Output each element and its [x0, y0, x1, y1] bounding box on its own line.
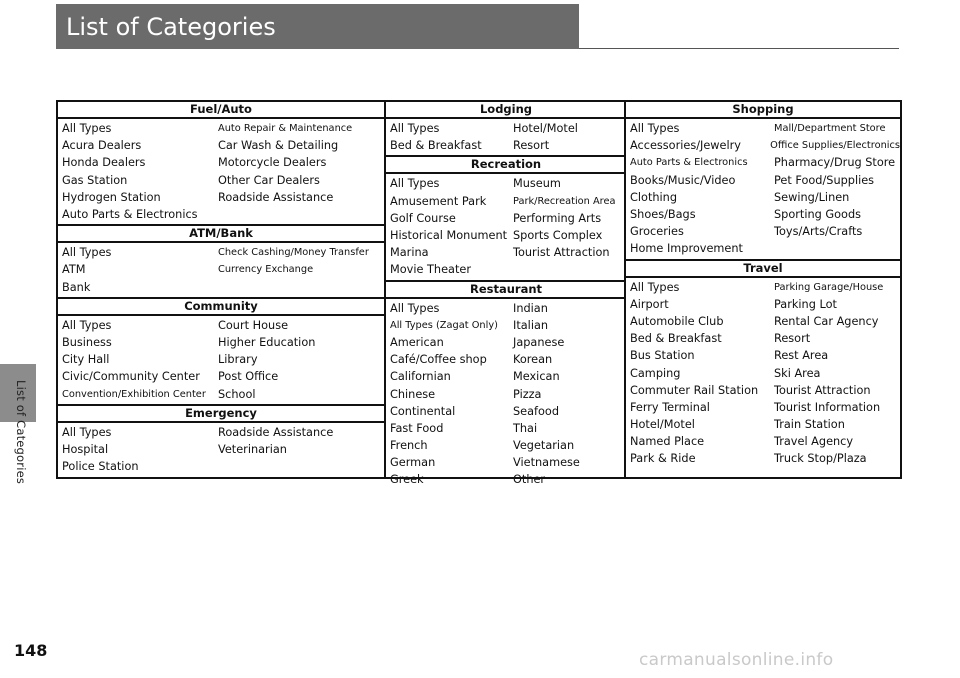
category-item: ATM: [62, 263, 86, 277]
section-items: [386, 174, 626, 279]
category-table: [56, 100, 902, 487]
section-items: [626, 119, 900, 259]
section-header: Restaurant: [386, 280, 626, 299]
category-row: [630, 240, 900, 257]
section-emergency: [58, 404, 384, 477]
category-item: Tourist Attraction: [774, 383, 871, 397]
watermark: carmanualsonline.info: [639, 650, 834, 670]
category-row: [390, 210, 626, 227]
section-items: [58, 316, 384, 404]
section-header: ATM/Bank: [58, 224, 384, 243]
section-travel: [626, 259, 900, 469]
category-item: Parking Garage/House: [774, 281, 884, 293]
category-item: Resort: [774, 332, 811, 346]
category-item: Toys/Arts/Crafts: [774, 225, 863, 239]
category-row: [62, 424, 384, 441]
category-item: Hotel/Motel: [513, 122, 578, 136]
category-item: Roadside Assistance: [218, 190, 334, 204]
category-item: Bank: [62, 280, 91, 294]
category-item: Other: [513, 473, 546, 487]
category-item: Pharmacy/Drug Store: [774, 156, 896, 170]
category-row: [62, 172, 384, 189]
category-item: Auto Parts & Electronics: [62, 208, 198, 222]
category-row: [62, 351, 384, 368]
category-item: Movie Theater: [390, 263, 471, 277]
category-row: [630, 120, 900, 137]
category-item: German: [390, 456, 436, 470]
category-row: [630, 137, 900, 154]
category-row: [390, 137, 626, 154]
category-item: All Types: [390, 301, 440, 315]
category-row: [630, 450, 900, 467]
category-row: [390, 368, 626, 385]
category-row: [62, 120, 384, 137]
column-right: [624, 102, 900, 477]
category-item: All Types: [630, 280, 680, 294]
category-row: [630, 416, 900, 433]
category-item: Rental Car Agency: [774, 314, 879, 328]
section-header: Lodging: [386, 102, 626, 119]
category-item: All Types: [62, 318, 112, 332]
category-item: Café/Coffee shop: [390, 353, 487, 367]
category-row: [62, 244, 384, 261]
category-row: [390, 385, 626, 402]
category-row: [630, 330, 900, 347]
category-item: Accessories/Jewelry: [630, 139, 741, 153]
category-item: Sewing/Linen: [774, 190, 850, 204]
category-item: Marina: [390, 246, 429, 260]
category-row: [630, 279, 900, 296]
category-item: Hydrogen Station: [62, 190, 161, 204]
section-items: [386, 299, 626, 490]
category-item: Gas Station: [62, 173, 128, 187]
column-middle: [384, 102, 626, 487]
section-items: [626, 278, 900, 469]
category-row: [62, 137, 384, 154]
section-header: Fuel/Auto: [58, 102, 384, 119]
category-item: Thai: [513, 421, 538, 435]
category-row: [62, 385, 384, 402]
category-item: Shoes/Bags: [630, 208, 696, 222]
category-item: Sporting Goods: [774, 208, 862, 222]
category-item: Higher Education: [218, 335, 316, 349]
section-header: Travel: [626, 259, 900, 278]
category-item: Books/Music/Video: [630, 173, 736, 187]
category-row: [62, 154, 384, 171]
section-recreation: [386, 155, 626, 279]
category-item: American: [390, 335, 444, 349]
category-item: Named Place: [630, 435, 705, 449]
category-item: All Types: [390, 122, 440, 136]
category-row: [390, 261, 626, 278]
category-row: [62, 279, 384, 296]
category-row: [630, 364, 900, 381]
category-item: Groceries: [630, 225, 684, 239]
category-item: Tourist Attraction: [513, 246, 610, 260]
category-item: City Hall: [62, 353, 110, 367]
category-item: Car Wash & Detailing: [218, 139, 339, 153]
category-item: All Types: [62, 122, 112, 136]
category-row: [390, 317, 626, 334]
category-item: Fast Food: [390, 421, 444, 435]
section-items: [386, 119, 626, 155]
category-row: [630, 172, 900, 189]
title-bar: [56, 4, 579, 49]
category-row: [62, 206, 384, 223]
category-row: [62, 441, 384, 458]
title-divider: [579, 48, 899, 49]
section-fuel-auto: [58, 102, 384, 224]
section-header: Emergency: [58, 404, 384, 423]
category-item: All Types: [390, 177, 440, 191]
category-item: Resort: [513, 139, 550, 153]
category-item: Ferry Terminal: [630, 400, 710, 414]
category-item: Business: [62, 335, 112, 349]
category-item: Motorcycle Dealers: [218, 156, 327, 170]
category-item: Performing Arts: [513, 211, 602, 225]
category-item: Japanese: [513, 335, 565, 349]
category-row: [630, 433, 900, 450]
column-left: [58, 102, 384, 477]
section-restaurant: [386, 280, 626, 490]
category-item: Auto Parts & Electronics: [630, 157, 748, 169]
category-row: [630, 313, 900, 330]
category-row: [390, 227, 626, 244]
page-title: List of Categories: [66, 13, 276, 41]
category-row: [630, 189, 900, 206]
category-item: Hospital: [62, 442, 109, 456]
category-row: [62, 334, 384, 351]
category-row: [390, 120, 626, 137]
category-item: Mall/Department Store: [774, 123, 886, 135]
category-item: Museum: [513, 177, 561, 191]
category-item: Pizza: [513, 387, 542, 401]
category-row: [62, 317, 384, 334]
category-row: [630, 399, 900, 416]
category-item: Automobile Club: [630, 314, 724, 328]
category-item: Airport: [630, 297, 669, 311]
category-row: [630, 296, 900, 313]
category-item: Continental: [390, 404, 456, 418]
category-item: Roadside Assistance: [218, 425, 334, 439]
category-item: Currency Exchange: [218, 264, 314, 276]
category-item: Golf Course: [390, 211, 456, 225]
category-item: Italian: [513, 318, 549, 332]
category-item: Acura Dealers: [62, 139, 142, 153]
category-item: Amusement Park: [390, 194, 487, 208]
category-row: [630, 154, 900, 171]
category-item: Post Office: [218, 370, 279, 384]
category-row: [62, 458, 384, 475]
section-items: [58, 119, 384, 224]
category-row: [390, 351, 626, 368]
category-item: School: [218, 387, 256, 401]
category-item: All Types (Zagat Only): [390, 319, 498, 331]
category-row: [390, 300, 626, 317]
category-row: [62, 368, 384, 385]
category-item: Greek: [390, 473, 424, 487]
category-item: Bus Station: [630, 349, 695, 363]
category-item: All Types: [62, 425, 112, 439]
category-item: Other Car Dealers: [218, 173, 320, 187]
category-item: Park & Ride: [630, 452, 696, 466]
category-item: Convention/Exhibition Center: [62, 388, 206, 400]
category-row: [390, 403, 626, 420]
category-row: [390, 420, 626, 437]
category-item: Indian: [513, 301, 548, 315]
category-row: [62, 261, 384, 278]
category-item: Park/Recreation Area: [513, 195, 616, 207]
category-row: [630, 347, 900, 364]
category-item: Honda Dealers: [62, 156, 146, 170]
category-item: Civic/Community Center: [62, 370, 200, 384]
category-item: Office Supplies/Electronics: [770, 140, 900, 152]
section-items: [58, 423, 384, 477]
category-item: Pet Food/Supplies: [774, 173, 875, 187]
category-item: Library: [218, 353, 258, 367]
category-row: [390, 334, 626, 351]
category-item: Tourist Information: [774, 400, 881, 414]
category-item: Sports Complex: [513, 229, 603, 243]
category-item: Parking Lot: [774, 297, 837, 311]
category-item: Auto Repair & Maintenance: [218, 123, 353, 135]
category-item: Historical Monument: [390, 229, 508, 243]
category-item: Californian: [390, 370, 451, 384]
category-item: Train Station: [774, 418, 845, 432]
category-item: Check Cashing/Money Transfer: [218, 247, 369, 259]
category-item: Camping: [630, 366, 681, 380]
category-item: Chinese: [390, 387, 436, 401]
section-items: [58, 243, 384, 297]
side-section-label: List of Categories: [14, 380, 28, 485]
category-item: Vietnamese: [513, 456, 580, 470]
category-item: Travel Agency: [774, 435, 854, 449]
category-item: Home Improvement: [630, 242, 743, 256]
section-shopping: [626, 102, 900, 259]
category-item: Bed & Breakfast: [390, 139, 482, 153]
section-header: Shopping: [626, 102, 900, 119]
category-item: Vegetarian: [513, 439, 575, 453]
category-item: Seafood: [513, 404, 560, 418]
category-item: Truck Stop/Plaza: [774, 452, 867, 466]
category-item: All Types: [62, 246, 112, 260]
section-header: Recreation: [386, 155, 626, 174]
category-item: All Types: [630, 122, 680, 136]
category-row: [630, 382, 900, 399]
category-item: Mexican: [513, 370, 560, 384]
category-item: Korean: [513, 353, 553, 367]
category-item: Rest Area: [774, 349, 829, 363]
section-atm-bank: [58, 224, 384, 297]
section-lodging: [386, 102, 626, 155]
page-number: 148: [14, 641, 48, 660]
category-row: [390, 454, 626, 471]
category-row: [390, 193, 626, 210]
category-item: Bed & Breakfast: [630, 332, 722, 346]
category-item: Clothing: [630, 190, 677, 204]
category-row: [630, 206, 900, 223]
section-header: Community: [58, 297, 384, 316]
category-item: French: [390, 439, 428, 453]
category-row: [390, 471, 626, 488]
section-community: [58, 297, 384, 404]
category-row: [390, 175, 626, 192]
category-item: Veterinarian: [218, 442, 287, 456]
category-item: Police Station: [62, 460, 139, 474]
category-item: Court House: [218, 318, 289, 332]
category-row: [630, 223, 900, 240]
category-item: Ski Area: [774, 366, 821, 380]
category-row: [390, 244, 626, 261]
category-item: Commuter Rail Station: [630, 383, 759, 397]
category-item: Hotel/Motel: [630, 418, 695, 432]
category-row: [390, 437, 626, 454]
category-row: [62, 189, 384, 206]
